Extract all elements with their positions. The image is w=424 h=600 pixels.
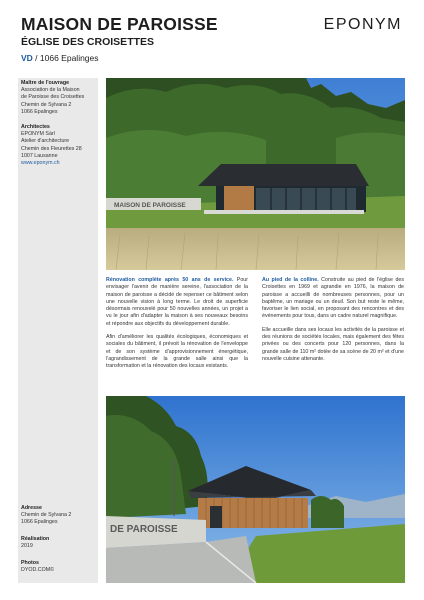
paragraph: Elle accueille dans ses locaux les activités de la paroisse et des réunions de sociétés locales, mais également des fêtes privées ou des concerts pour 120 personnes, dans la grande salle de 110 m² dotée de sa scène de 20 m² et d'une nouvelle cuisine attenante. [262,326,404,362]
brand-logo: EPONYM [323,16,402,33]
paragraph-text: Pour envisager l'avenir de manière sereine, l'association de la maison de paroisse a décidé de repenser ce bâtiment selon une nouvelle vision à long terme. Le droit de superficie désormais renouvelé pour 50 nouvelles années, un projet a vu le jour afin d'adapter la maison à ses nouveaux besoins et répondre aux objectifs du développement durable. [106,277,248,327]
address-block [21,505,97,527]
architects-website-link[interactable]: www.eponym.ch [21,160,60,167]
architects-line: EPONYM Sàrl [21,131,55,138]
photos-credit: DYOD.COM© [21,567,55,574]
location-separator: / [32,53,40,63]
architects-line: Chemin des Fleurettes 28 [21,145,82,152]
photos-label: Photos [21,560,39,566]
owner-line: Association de la Maison [21,87,80,94]
address-line: 1066 Epalinges [21,519,58,526]
owner-label: Maître de l'ouvrage [21,80,70,86]
location-line [21,53,99,64]
architects-line: 1007 Lausanne [21,152,58,159]
canton-code: VD [21,53,33,63]
locality: 1066 Epalinges [39,53,99,63]
building-sign-top: MAISON DE PAROISSE [114,202,186,209]
building-sign-bottom: DE PAROISSE [110,524,178,535]
building-photo-top [106,78,405,270]
building-photo-bottom [106,396,405,583]
info-sidebar [18,78,98,583]
address-line: Chemin de Sylvana 2 [21,512,72,519]
owner-block [21,80,97,116]
building-photo-bottom-image [106,396,405,583]
text-column-left [106,277,248,377]
realisation-label: Réalisation [21,536,50,542]
paragraph [106,277,248,328]
building-photo-top-image [106,78,405,270]
paragraph-lead: Rénovation complète après 50 ans de service. [106,277,234,283]
architects-line: Atelier d'architecture [21,138,70,145]
address-label: Adresse [21,505,42,511]
architects-block [21,124,97,167]
text-column-right [262,277,404,369]
realisation-year: 2019 [21,543,33,550]
architects-label: Architectes [21,124,50,130]
photos-block [21,560,97,574]
page-title: MAISON DE PAROISSE [21,14,218,34]
paragraph-lead: Au pied de la colline. [262,277,319,283]
paragraph [262,277,404,321]
owner-line: 1066 Epalinges [21,108,58,115]
owner-line: de Paroisse des Croisettes [21,94,85,101]
paragraph: Afin d'améliorer les qualités écologiques, économiques et sociales du bâtiment, il prévoit la rénovation de l'enveloppe et de son système d'approvisionnement énergétique, l'agrandissement de la grande salle ainsi que la transformation et la rénovation des locaux existants. [106,334,248,370]
realisation-block [21,536,97,550]
page-subtitle: ÉGLISE DES CROISETTES [21,36,155,48]
owner-line: Chemin de Sylvana 2 [21,101,72,108]
paragraph-text: Construite au pied de l'église des Croisettes en 1969 et agrandie en 1976, la maison de paroisse a accueilli de nombreuses personnes, pour un baptême, un mariage ou un deuil. Son but reste le même, favoriser le lien social, en proposant des rencontres et des événements pour tous, dans un cadre naturel magnifique. [262,277,405,320]
